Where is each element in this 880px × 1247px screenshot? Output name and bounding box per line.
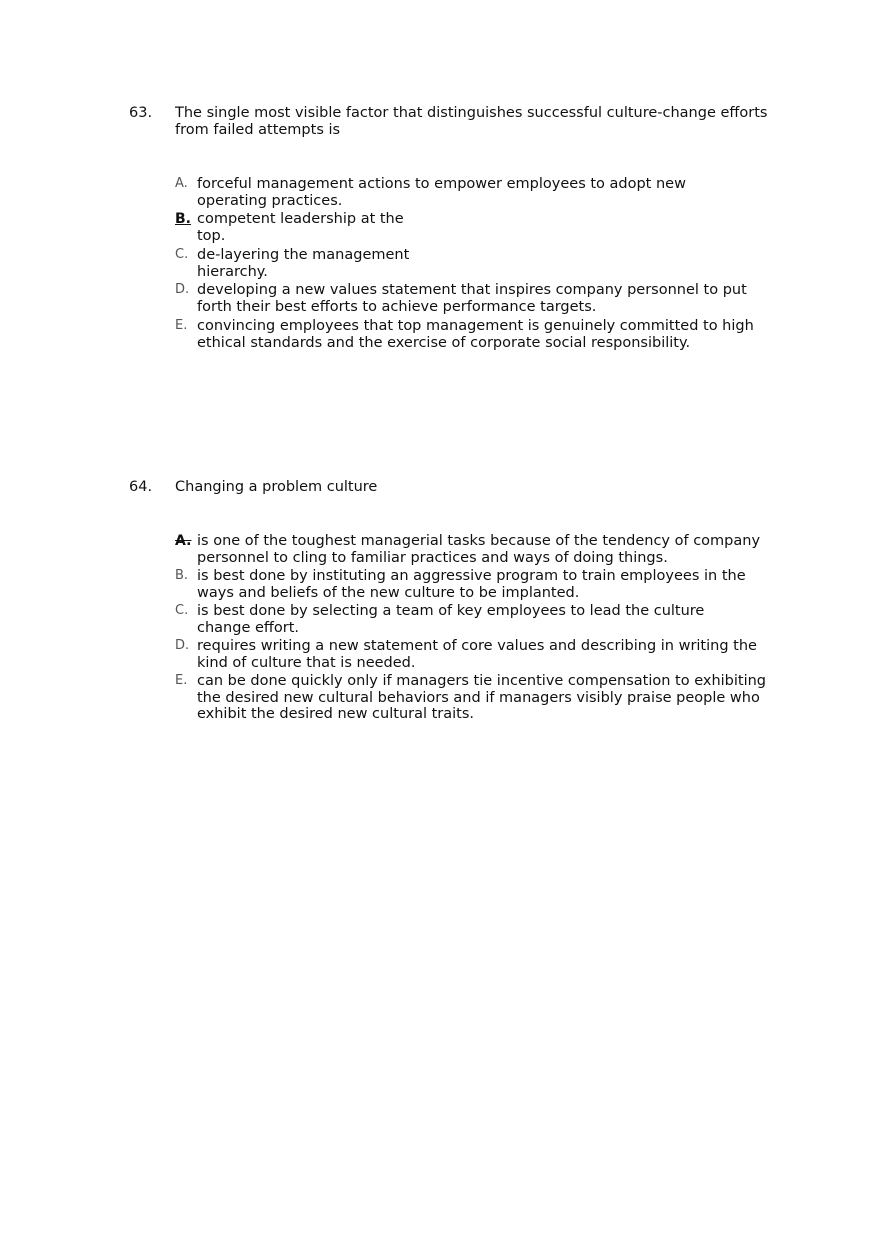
option-c [175,603,735,636]
option-letter: B. [175,568,189,583]
option-letter: A. [175,176,188,191]
option-text: requires writing a new statement of core values and describing in writing the kind of culture that is needed. [197,638,757,671]
option-text: convincing employees that top management is genuinely committed to high ethical standards and the exercise of corporate social responsibility. [197,318,754,351]
option-d [175,282,775,315]
option-letter: D. [175,638,190,653]
question-text: The single most visible factor that distinguishes successful culture-change efforts from failed attempts is [175,105,768,138]
option-letter: C. [175,603,189,618]
answer-options [175,176,775,351]
struck-answer-marker: A. [175,533,192,549]
option-b [175,568,775,601]
question-number: 63. [129,105,153,121]
option-a-struck [175,533,775,566]
option-c [175,247,425,280]
option-text: is best done by selecting a team of key employees to lead the culture change effort. [197,603,705,636]
option-text: de-layering the management hierarchy. [197,247,410,280]
option-letter: C. [175,247,189,262]
correct-answer-marker: B. [175,211,191,227]
option-e [175,673,775,723]
option-text: forceful management actions to empower employees to adopt new operating practices. [197,176,686,209]
question-text: Changing a problem culture [175,479,378,495]
option-text: is best done by instituting an aggressive program to train employees in the ways and beliefs of the new culture to be implanted. [197,568,746,601]
option-a [175,176,695,209]
option-text: developing a new values statement that inspires company personnel to put forth their best efforts to achieve performance targets. [197,282,747,315]
option-d [175,638,775,671]
option-text: competent leadership at the top. [197,211,404,244]
option-letter: E. [175,318,188,333]
option-letter: E. [175,673,188,688]
question-number: 64. [129,479,153,495]
option-e [175,318,775,351]
option-text: is one of the toughest managerial tasks because of the tendency of company personnel to cling to familiar practices and ways of doing things. [197,533,761,566]
answer-options [175,533,775,723]
option-letter: D. [175,282,190,297]
option-b-correct [175,211,425,244]
option-text: can be done quickly only if managers tie incentive compensation to exhibiting the desired new cultural behaviors and if managers visibly praise people who exhibit the desired new cultural traits. [197,673,767,722]
